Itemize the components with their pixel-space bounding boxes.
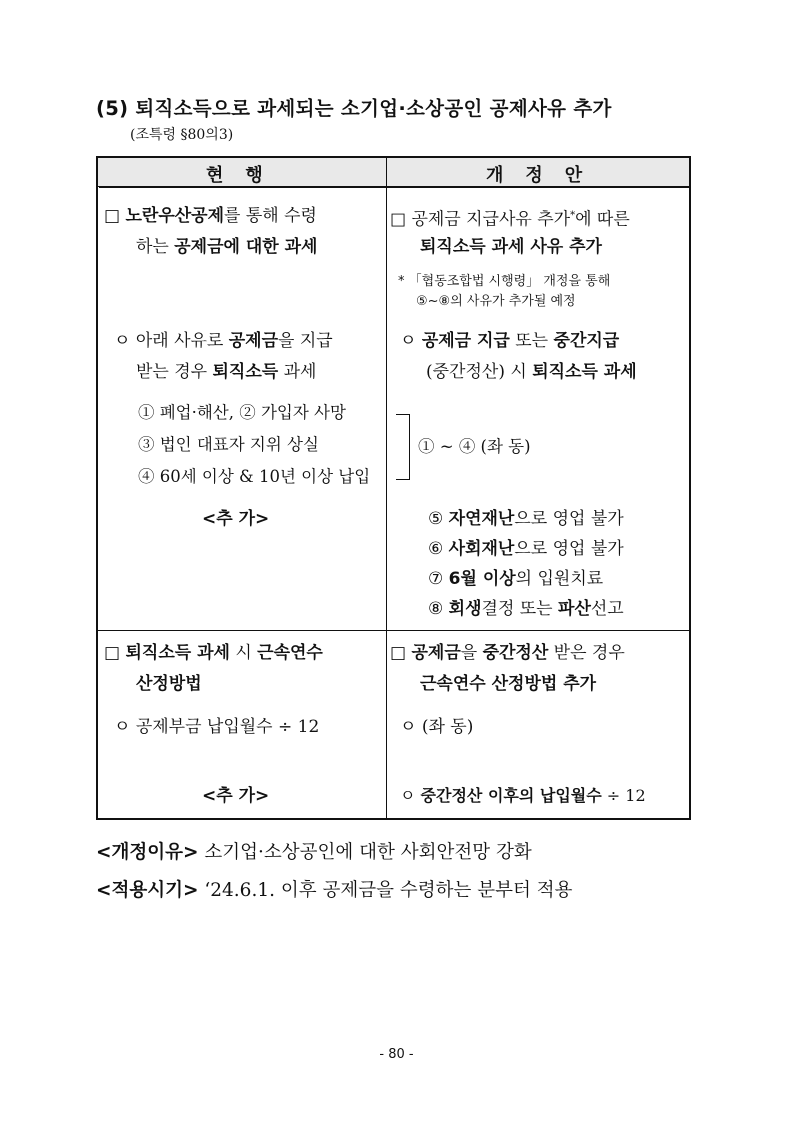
right-r5-box: □ <box>390 643 412 663</box>
right-r4-text: (중간정산) 시 <box>426 362 533 382</box>
apply-label: <적용시기> <box>96 880 199 901</box>
left-r6-bold: 산정방법 <box>136 674 202 694</box>
header-divider <box>99 187 690 188</box>
right-i5-num: ⑤ <box>428 509 449 529</box>
left-r5-text: 시 <box>229 643 258 663</box>
right-i8-text: 결정 또는 <box>481 599 559 619</box>
left-item1: ① 폐업·해산, ② 가입자 사망 <box>138 403 346 422</box>
left-item3: ④ 60세 이상 & 10년 이상 납입 <box>138 467 371 486</box>
section-subtitle: (조특령 §80의3) <box>130 127 234 143</box>
column-divider <box>386 158 387 818</box>
left-r3-bold: 공제금 <box>228 331 279 351</box>
left-r2-bold: 공제금에 대한 과세 <box>174 237 318 257</box>
left-r1-box: □ <box>104 206 126 226</box>
right-row5 <box>390 638 625 668</box>
apply-line <box>96 876 572 902</box>
right-r3-bold2: 중간지급 <box>553 331 620 351</box>
apply-text: ‘24.6.1. 이후 공제금을 수령하는 분부터 적용 <box>198 880 573 901</box>
left-r4-text2: 과세 <box>278 362 317 382</box>
left-r5-bold2: 근속연수 <box>257 643 323 663</box>
right-i5-text: 으로 영업 불가 <box>514 509 624 529</box>
left-row7: ㅇ 공제부금 납입월수 ÷ 12 <box>114 717 320 737</box>
reason-label: <개정이유> <box>96 842 199 863</box>
right-r2-bold: 퇴직소득 과세 사유 추가 <box>420 237 602 257</box>
right-item7 <box>428 564 603 594</box>
left-row4 <box>136 357 316 387</box>
right-i8-bold: 회생 <box>448 599 482 619</box>
left-r2-text: 하는 <box>136 237 175 257</box>
right-r1-text2: 에 따른 <box>575 209 630 230</box>
row-divider <box>98 630 689 631</box>
right-row6 <box>420 669 596 699</box>
left-item2: ③ 법인 대표자 지위 상실 <box>138 435 319 454</box>
header-current: 현행 <box>206 165 285 186</box>
right-i7-bold: 6월 이상 <box>448 569 516 589</box>
right-r5-text2: 받은 경우 <box>548 643 625 663</box>
right-i5-bold: 자연재난 <box>448 509 515 529</box>
right-r5-bold: 공제금 <box>411 643 461 663</box>
right-row2 <box>420 232 602 262</box>
right-r4-bold: 퇴직소득 과세 <box>532 362 637 382</box>
section-title: (5) 퇴직소득으로 과세되는 소기업·소상공인 공제사유 추가 <box>96 97 612 120</box>
right-i6-text: 으로 영업 불가 <box>514 539 624 559</box>
left-add2 <box>202 781 269 811</box>
right-i8-bold2: 파산 <box>558 599 591 619</box>
left-r4-bold: 퇴직소득 <box>212 362 279 382</box>
comparison-table <box>96 156 691 820</box>
reason-line <box>96 838 532 864</box>
right-same1: ① ~ ④ (좌 동) <box>418 437 531 456</box>
right-row1 <box>390 201 630 235</box>
left-r5-bold: 퇴직소득 과세 <box>125 643 230 663</box>
right-row7: ㅇ (좌 동) <box>400 717 474 737</box>
right-r6-bold: 근속연수 산정방법 추가 <box>420 674 597 694</box>
right-row4 <box>426 357 637 387</box>
right-item8 <box>428 594 624 624</box>
right-i8-text2: 선고 <box>590 599 624 619</box>
left-r1-bold: 노란우산공제 <box>125 206 225 226</box>
right-r5-bold2: 중간정산 <box>482 643 549 663</box>
right-r8-bold: 중간정산 이후의 납입월수 <box>420 786 602 805</box>
left-row5 <box>104 638 323 668</box>
left-row3 <box>114 326 333 356</box>
left-add1-text: <추 가> <box>202 509 270 529</box>
right-item5 <box>428 504 624 534</box>
right-row8 <box>400 781 646 811</box>
header-revised: 개정안 <box>486 165 605 186</box>
bracket-shape <box>396 414 410 480</box>
right-row3 <box>400 326 619 356</box>
right-r1-text: □ 공제금 지급사유 추가 <box>390 209 571 230</box>
right-note1: * 「협동조합법 시행령」 개정을 통해 <box>398 274 611 289</box>
right-i7-num: ⑦ <box>428 569 449 589</box>
right-i6-bold: 사회재난 <box>448 539 515 559</box>
left-r5-box: □ <box>104 643 126 663</box>
left-r1-text: 를 통해 수령 <box>224 206 317 226</box>
left-r3-text: ㅇ 아래 사유로 <box>114 331 229 351</box>
right-r1-star: * <box>570 210 576 221</box>
reason-text: 소기업·소상공인에 대한 사회안전망 강화 <box>198 842 532 863</box>
right-r3-text: 또는 <box>509 331 554 351</box>
right-r5-text: 을 <box>460 643 483 663</box>
left-row1 <box>104 201 317 231</box>
left-row6 <box>136 669 202 699</box>
left-add1 <box>202 504 269 534</box>
right-item6 <box>428 534 624 564</box>
right-r8-mark: ㅇ <box>400 786 421 805</box>
right-note2: ⑤~⑧의 사유가 추가될 예정 <box>416 294 576 309</box>
left-r3-text2: 을 지급 <box>278 331 333 351</box>
left-row2 <box>136 232 317 262</box>
right-r3-bold: 공제금 지급 <box>421 331 510 351</box>
right-r3-mark: ㅇ <box>400 331 422 351</box>
right-r8-text: ÷ 12 <box>601 786 646 805</box>
left-r4-text: 받는 경우 <box>136 362 213 382</box>
right-i6-num: ⑥ <box>428 539 449 559</box>
right-i8-num: ⑧ <box>428 599 449 619</box>
left-add2-text: <추 가> <box>202 786 270 806</box>
right-i7-text: 의 입원치료 <box>515 569 604 589</box>
page-number: - 80 - <box>379 1047 414 1062</box>
